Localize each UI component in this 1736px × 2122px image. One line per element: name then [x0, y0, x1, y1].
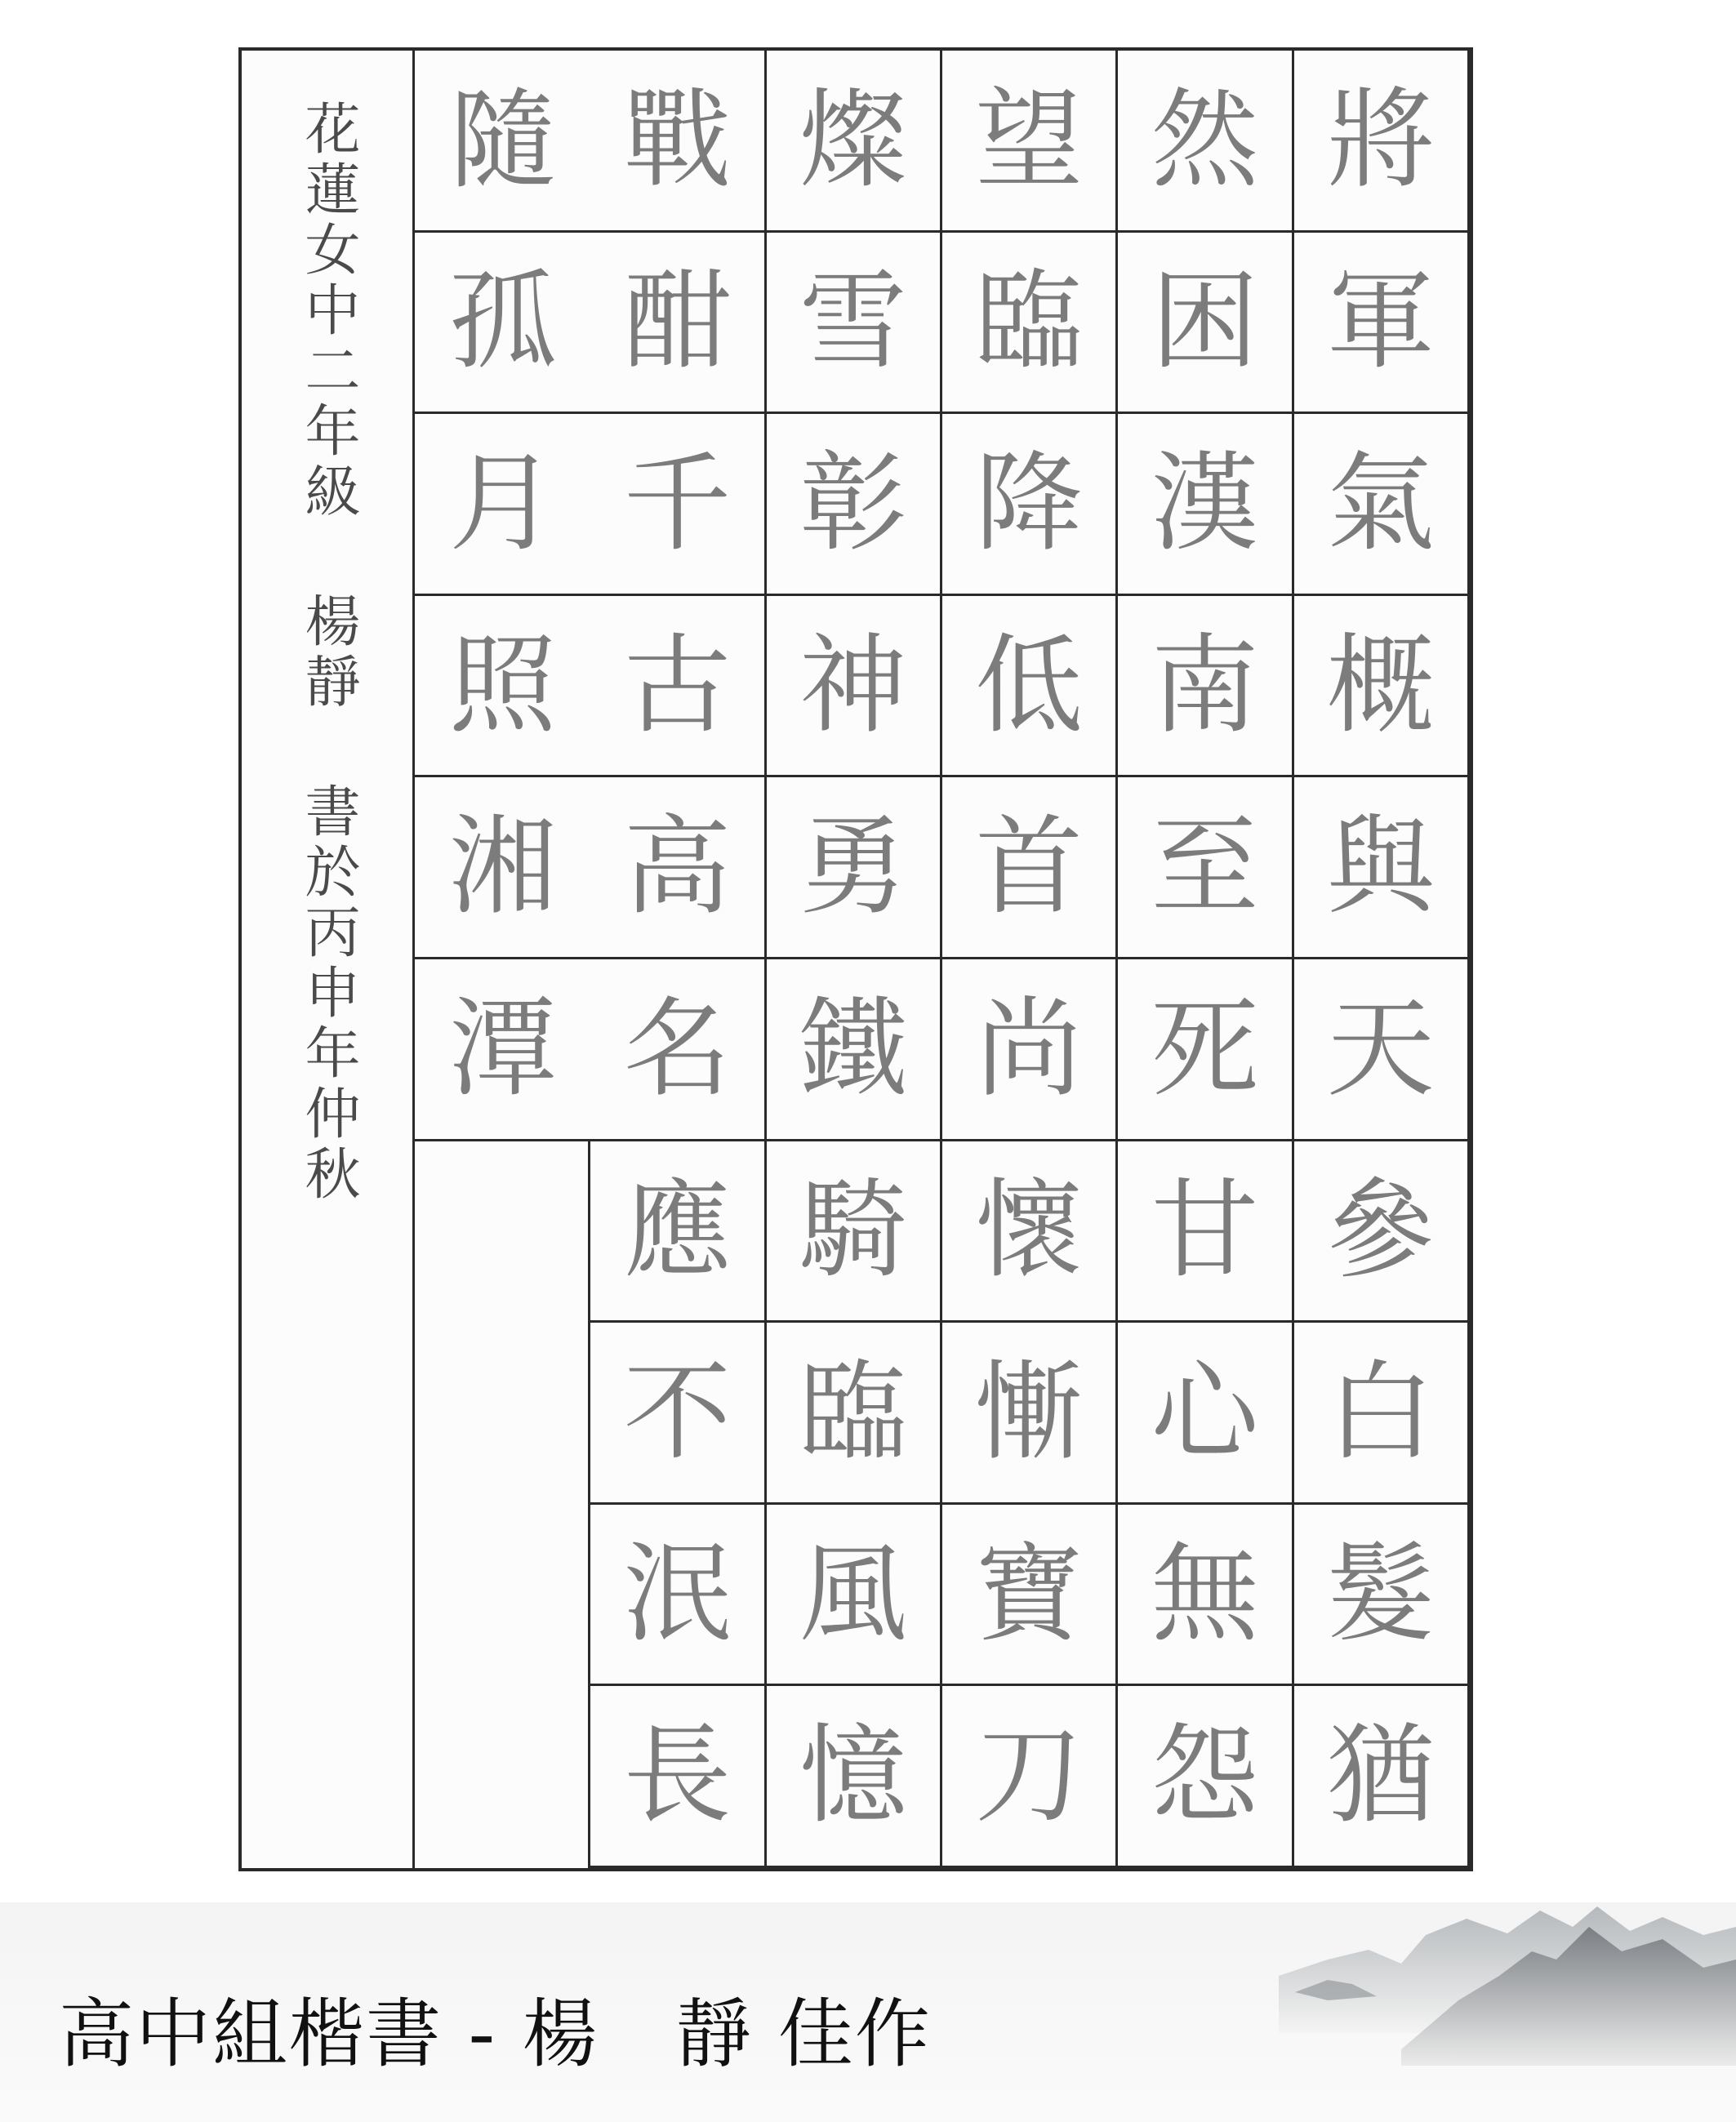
calligraphy-character: 潭: [448, 985, 557, 1112]
character-cell: [590, 233, 766, 415]
character-cell: [590, 596, 766, 778]
calligraphy-character: 低: [975, 622, 1084, 749]
calligraphy-character: 彰: [799, 440, 907, 567]
character-cell: [590, 51, 766, 233]
calligraphy-character: 無: [1151, 1531, 1259, 1657]
calligraphy-character: 氣: [1326, 440, 1435, 567]
character-cell: [942, 959, 1118, 1141]
character-cell: [767, 1323, 942, 1505]
character-cell: [590, 1141, 766, 1323]
character-cell: [590, 1323, 766, 1505]
calligraphy-character: 軍: [1326, 259, 1435, 385]
character-cell: [415, 233, 590, 415]
character-cell: [1118, 233, 1293, 415]
mountain-landscape-image: [1279, 1902, 1736, 2122]
calligraphy-character: 甘: [1151, 1168, 1259, 1294]
calligraphy-character: 參: [1326, 1168, 1435, 1294]
calligraphy-character: 尚: [975, 985, 1084, 1112]
calligraphy-character: 白: [1326, 1349, 1435, 1475]
character-cell: [1118, 1323, 1293, 1505]
signature-column: [242, 51, 415, 1868]
calligraphy-character: 湘: [448, 804, 557, 931]
character-cell: [942, 51, 1118, 233]
calligraphy-character: 天: [1326, 985, 1435, 1112]
calligraphy-character: 困: [1151, 259, 1259, 385]
character-cell: [942, 1323, 1118, 1505]
calligraphy-character: 漢: [1151, 440, 1259, 567]
calligraphy-character: 戰: [623, 77, 732, 203]
calligraphy-character: 酣: [623, 259, 732, 385]
calligraphy-character: 不: [623, 1349, 732, 1475]
character-cell: [1294, 414, 1470, 596]
caption-text: 高中組楷書 - 楊 靜 佳作: [59, 1991, 932, 2078]
character-cell: [1118, 777, 1293, 959]
character-cell: [590, 959, 766, 1141]
character-cell: [1294, 1323, 1470, 1505]
calligraphy-character: 高: [623, 804, 732, 931]
character-cell: [1118, 1686, 1293, 1868]
character-cell: [415, 51, 590, 233]
calligraphy-character: 概: [1326, 622, 1435, 749]
character-cell: [1118, 959, 1293, 1141]
calligraphy-character: 怨: [1151, 1713, 1259, 1840]
calligraphy-character: 騎: [799, 1168, 907, 1294]
character-cell: [942, 596, 1118, 778]
character-cell: [767, 233, 942, 415]
character-cell: [767, 959, 942, 1141]
calligraphy-character: 風: [799, 1531, 907, 1657]
character-cell: [1294, 1505, 1470, 1687]
character-cell: [1118, 1505, 1293, 1687]
calligraphy-character: 死: [1151, 985, 1259, 1112]
calligraphy-character: 望: [975, 77, 1084, 203]
calligraphy-character: 刀: [975, 1713, 1084, 1840]
calligraphy-character: 寶: [975, 1531, 1084, 1657]
character-cell: [415, 596, 590, 778]
calligraphy-character: 憶: [799, 1713, 907, 1840]
calligraphy-character: 名: [623, 985, 732, 1112]
calligraphy-character: 鐵: [799, 985, 907, 1112]
character-cell: [942, 777, 1118, 959]
character-cell: [1118, 51, 1293, 233]
calligraphy-character: 泯: [623, 1531, 732, 1657]
signature-text: 花蓮女中二年級 楊靜 書於丙申年仲秋: [296, 100, 360, 1205]
character-cell: [590, 1686, 766, 1868]
calligraphy-character: 然: [1151, 77, 1259, 203]
character-cell: [1294, 1686, 1470, 1868]
calligraphy-character: 猶: [1326, 1713, 1435, 1840]
character-cell: [590, 777, 766, 959]
character-cell: [1118, 414, 1293, 596]
calligraphy-character: 將: [1326, 77, 1435, 203]
character-cell: [942, 1141, 1118, 1323]
character-cell: [1294, 959, 1470, 1141]
character-cell: [942, 414, 1118, 596]
character-cell: [1118, 1141, 1293, 1323]
calligraphy-character: 照: [448, 622, 557, 749]
calligraphy-character: 千: [623, 440, 732, 567]
calligraphy-character: 首: [975, 804, 1084, 931]
character-cell: [1294, 777, 1470, 959]
character-cell: [942, 1686, 1118, 1868]
calligraphy-character: 懷: [975, 1168, 1084, 1294]
calligraphy-character: 長: [623, 1713, 732, 1840]
character-cell: [590, 1505, 766, 1687]
calligraphy-character: 與: [1326, 804, 1435, 931]
character-cell: [767, 414, 942, 596]
character-cell: [415, 959, 590, 1141]
character-cell: [415, 777, 590, 959]
calligraphy-character: 孤: [448, 259, 557, 385]
caption-banner: [0, 1902, 1736, 2122]
character-cell: [767, 1686, 942, 1868]
character-cell: [415, 414, 590, 596]
calligraphy-character: 慚: [975, 1349, 1084, 1475]
character-cell: [1294, 51, 1470, 233]
calligraphy-sheet: [238, 47, 1473, 1871]
character-cell: [767, 51, 942, 233]
character-cell: [767, 777, 942, 959]
character-cell: [590, 414, 766, 596]
calligraphy-character: 神: [799, 622, 907, 749]
calligraphy-character: 勇: [799, 804, 907, 931]
character-cell: [942, 233, 1118, 415]
calligraphy-character: 心: [1151, 1349, 1259, 1475]
column-divider: [588, 1141, 590, 1868]
character-cell: [942, 1505, 1118, 1687]
character-cell: [1294, 596, 1470, 778]
calligraphy-character: 古: [623, 622, 732, 749]
calligraphy-character: 隨: [448, 77, 557, 203]
calligraphy-character: 臨: [799, 1349, 907, 1475]
character-cell: [767, 1505, 942, 1687]
character-cell: [767, 596, 942, 778]
calligraphy-character: 臨: [975, 259, 1084, 385]
character-cell: [1294, 233, 1470, 415]
calligraphy-character: 降: [975, 440, 1084, 567]
calligraphy-character: 燦: [799, 77, 907, 203]
calligraphy-character: 南: [1151, 622, 1259, 749]
calligraphy-character: 髮: [1326, 1531, 1435, 1657]
calligraphy-character: 至: [1151, 804, 1259, 931]
character-cell: [767, 1141, 942, 1323]
calligraphy-character: 應: [623, 1168, 732, 1294]
character-cell: [1294, 1141, 1470, 1323]
calligraphy-character: 雪: [799, 259, 907, 385]
character-cell: [1118, 596, 1293, 778]
calligraphy-character: 月: [448, 440, 557, 567]
